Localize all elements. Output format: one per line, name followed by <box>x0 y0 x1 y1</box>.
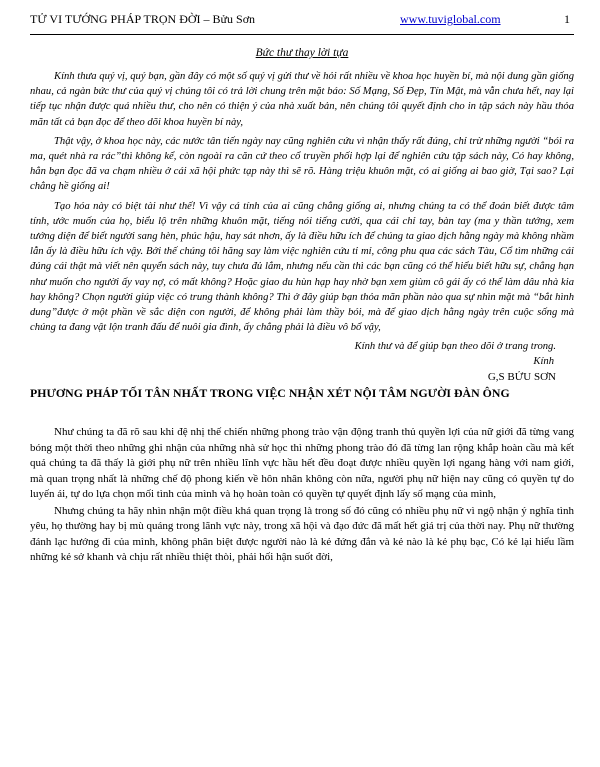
section-title: PHƯƠNG PHÁP TỐI TÂN NHẤT TRONG VIỆC NHẬN XÉT NỘI TÂM NGƯỜI ĐÀN ÔNG <box>30 386 510 401</box>
page-header <box>30 10 574 35</box>
book-title: TỬ VI TƯỚNG PHÁP TRỌN ĐỜI – Bửu Sơn <box>30 12 256 26</box>
preface-closing-word: Kính <box>533 356 554 368</box>
signature: G,S BỬU SƠN <box>487 371 556 384</box>
page-number: 1 <box>564 12 570 26</box>
website-link[interactable]: www.tuviglobal.com <box>400 12 501 26</box>
preface-title: Bức thư thay lời tựa <box>255 47 349 59</box>
section-body <box>30 425 574 566</box>
preface-paragraph-1: Kính thưa quý vị, quý bạn, gần đây có một số quý vị gửi thư về hỏi rất nhiều về khoa học huyền bí, mà nội dung gần giống nhau, cả ngàn bức thư của quý vị chúng tôi có trả lời chung trên mặt báo: Số Mạng, Số Đẹp, Tín Mật, mà vẫn chưa hết, nay lại tiếp tục nhận được quá nhiều thư, cho nên có thiện ý của nhà xuất bản, nên chúng tôi quyết định cho in tập sách này hầu thỏa mãn tất cả bạn đọc để theo dõi khoa huyền bí này, <box>30 71 574 128</box>
section-paragraph-1: Như chúng ta đã rõ sau khi đệ nhị thế chiến những phong trào vận động tranh thủ quyền lợi của nữ giới đã từng vang bóng một thời theo những ghi nhận của những nhà sử học thì những phong trào đó đã từng lan rộng khắp hoàn cầu mà kết quả chúng ta đã thấy là giới phụ nữ trên nhiều lĩnh vực hầu hết đều đoạt được nhiều quyền lợi ngang hàng với nam giới, mà quan trọng nhất là những chế độ phong kiến về hôn nhân không còn nữa, người phụ nữ hiện nay cũng có quyền tự do luyến ái, tự do lựa chọn mối tình của mình và họ hoàn toàn có quyền tự quyết định lấy số mạng của mình, <box>30 426 574 501</box>
preface-closing: Kính thư và để giúp bạn theo dõi ở trang trong. <box>354 341 556 353</box>
section-paragraph-2: Nhưng chúng ta hãy nhìn nhận một điều khá quan trọng là trong số đó cũng có nhiều phụ nữ vì ngộ nhận ý nghĩa tình yêu, họ thường hay bị mù quáng trong lãnh vực này, trong xã hội và đạo đức đã mất hết giá trị của thời nay. Phụ nữ thường đánh lạc hướng đi của mình, không phân biệt được người nào là kẻ đứng đắn và kẻ nào là kẻ phụ bạc, Có kẻ lại hiểu lầm những kẻ sở khanh và chịu rất nhiều thiệt thòi, phải hối hận suốt đời, <box>30 504 574 564</box>
preface-body <box>30 69 574 335</box>
preface-paragraph-2: Thật vậy, ở khoa học này, các nước tân tiến ngày nay cũng nghiên cứu vì nhận thấy rất đúng, chỉ trừ những người “bói ra ma, quét nhà ra rác”thì không kể, còn ngoài ra căn cứ theo cổ truyền phối hợp lại để nghiên cứu tập sách này, Có hay không, hẳn bạn đọc đã va chạm nhiều ở cái xã hội phức tạp này thì sẽ rõ. Hàng triệu khuôn mặt, có ai giống ai bao giờ, Tại sao? Lại chẳng hề giống ai! <box>30 135 574 193</box>
preface-paragraph-3: Tạo hóa này có biệt tài như thế! Vì vậy cá tính của ai cũng chẳng giống ai, nhưng chúng ta có thể đoán biết được tâm tính, ước muốn của họ, biểu lộ trên những khuôn mặt, tiếng nói tiếng cười, qua cái chỉ tay, bàn tay (ma y thần tướng, xem tướng diện để biết người sang hèn, phúc hậu, hay sát nhơn, ấy là điều hữu ích để chúng ta giao dịch hằng ngày mà không nhầm lẫn ấy là điều hữu ích vậy. Bởi thế chúng tôi hăng say làm việc nghiên cứu tỉ mỉ, công phu qua các sách Tàu, Cổ tìm những cái đúng cái thật mà viết nên quyển sách này, tuy chưa đủ lắm, nhưng nếu cần thì các bạn cũng có thể hiểu biết hữu sự, chẳng hạn như muốn cho người ấy vay nợ, có mất không? Hoặc giao du hùn hạp hay nhờ bạn xem giùm cô gái ấy có thể làm dâu nhà kia hay không? Chọn người giúp việc có trung thành không? Thì ở đây giúp bạn thỏa mãn phần nào qua sự nhìn mặt mà “bắt hình dung”được ở một phần về sắc diện con người, để không phải làm thầy bói, mà để giao dịch hằng ngày trên cuộc sống mà chúng ta đang vật lộn tranh đấu để nuôi gia đình, ấy chẳng phải là điều vô bổ vậy, <box>30 200 574 334</box>
